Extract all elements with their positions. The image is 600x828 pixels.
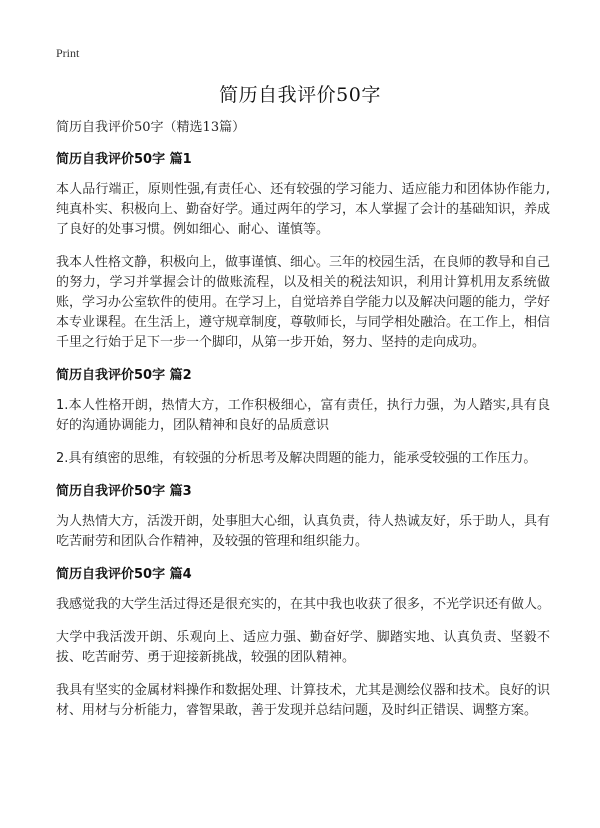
print-link[interactable]: Print xyxy=(56,46,80,60)
paragraph: 本人品行端正，原则性强,有责任心、还有较强的学习能力、适应能力和团体协作能力,纯真朴实、积极向上、勤奋好学。通过两年的学习，本人掌握了会计的基础知识，养成了良好的处事习惯。例如细心、耐心、谨慎等。 xyxy=(56,182,551,237)
section-heading: 简历自我评价50字 篇4 xyxy=(56,567,192,582)
paragraph: 1.本人性格开朗，热情大方，工作积极细心，富有责任，执行力强，为人踏实,具有良好的沟通协调能力，团队精神和良好的品质意识 xyxy=(56,398,550,433)
paragraph: 2.具有缜密的思维，有较强的分析思考及解决問題的能力，能承受较强的工作压力。 xyxy=(56,451,537,466)
section-2 xyxy=(56,366,550,469)
paragraph: 大学中我活泼开朗、乐观向上、适应力强、勤奋好学、脚踏实地、认真负责、坚毅不拔、吃苦耐劳、勇于迎接新挑战，较强的团队精神。 xyxy=(56,630,550,665)
document-subtitle: 简历自我评价50字（精选13篇） xyxy=(56,120,246,135)
document-body xyxy=(56,118,550,734)
section-3 xyxy=(56,482,550,552)
section-heading: 简历自我评价50字 篇3 xyxy=(56,484,192,499)
paragraph: 我本人性格文静，积极向上，做事谨慎、细心。三年的校园生活，在良师的教导和自己的努力，学习并掌握会计的做账流程，以及相关的税法知识，利用计算机用友系统做账，学习办公室软件的使用。在学习上，自觉培养自学能力以及解决问题的能力，学好本专业课程。在生活上，遵守规章制度，尊敬师长，与同学相处融洽。在工作上，相信千里之行始于足下一步一个脚印，从第一步开始，努力、坚持的走向成功。 xyxy=(56,255,551,350)
section-heading: 简历自我评价50字 篇2 xyxy=(56,368,192,383)
section-4 xyxy=(56,565,550,721)
paragraph: 为人热情大方，活泼开朗，处事胆大心细，认真负责，待人热诚友好，乐于助人，具有吃苦耐劳和团队合作精神，及较强的管理和组织能力。 xyxy=(56,514,551,549)
section-1 xyxy=(56,150,550,353)
paragraph: 我具有坚实的金属材料操作和数据处理、计算技术，尤其是测绘仪器和技术。良好的识材、用材与分析能力，睿智果敢，善于发现并总结问题，及时纠正错误、调整方案。 xyxy=(56,683,551,718)
section-heading: 简历自我评价50字 篇1 xyxy=(56,152,192,167)
paragraph: 我感觉我的大学生活过得还是很充实的，在其中我也收获了很多，不光学识还有做人。 xyxy=(56,597,551,612)
page-title: 简历自我评价50字 xyxy=(219,84,381,106)
